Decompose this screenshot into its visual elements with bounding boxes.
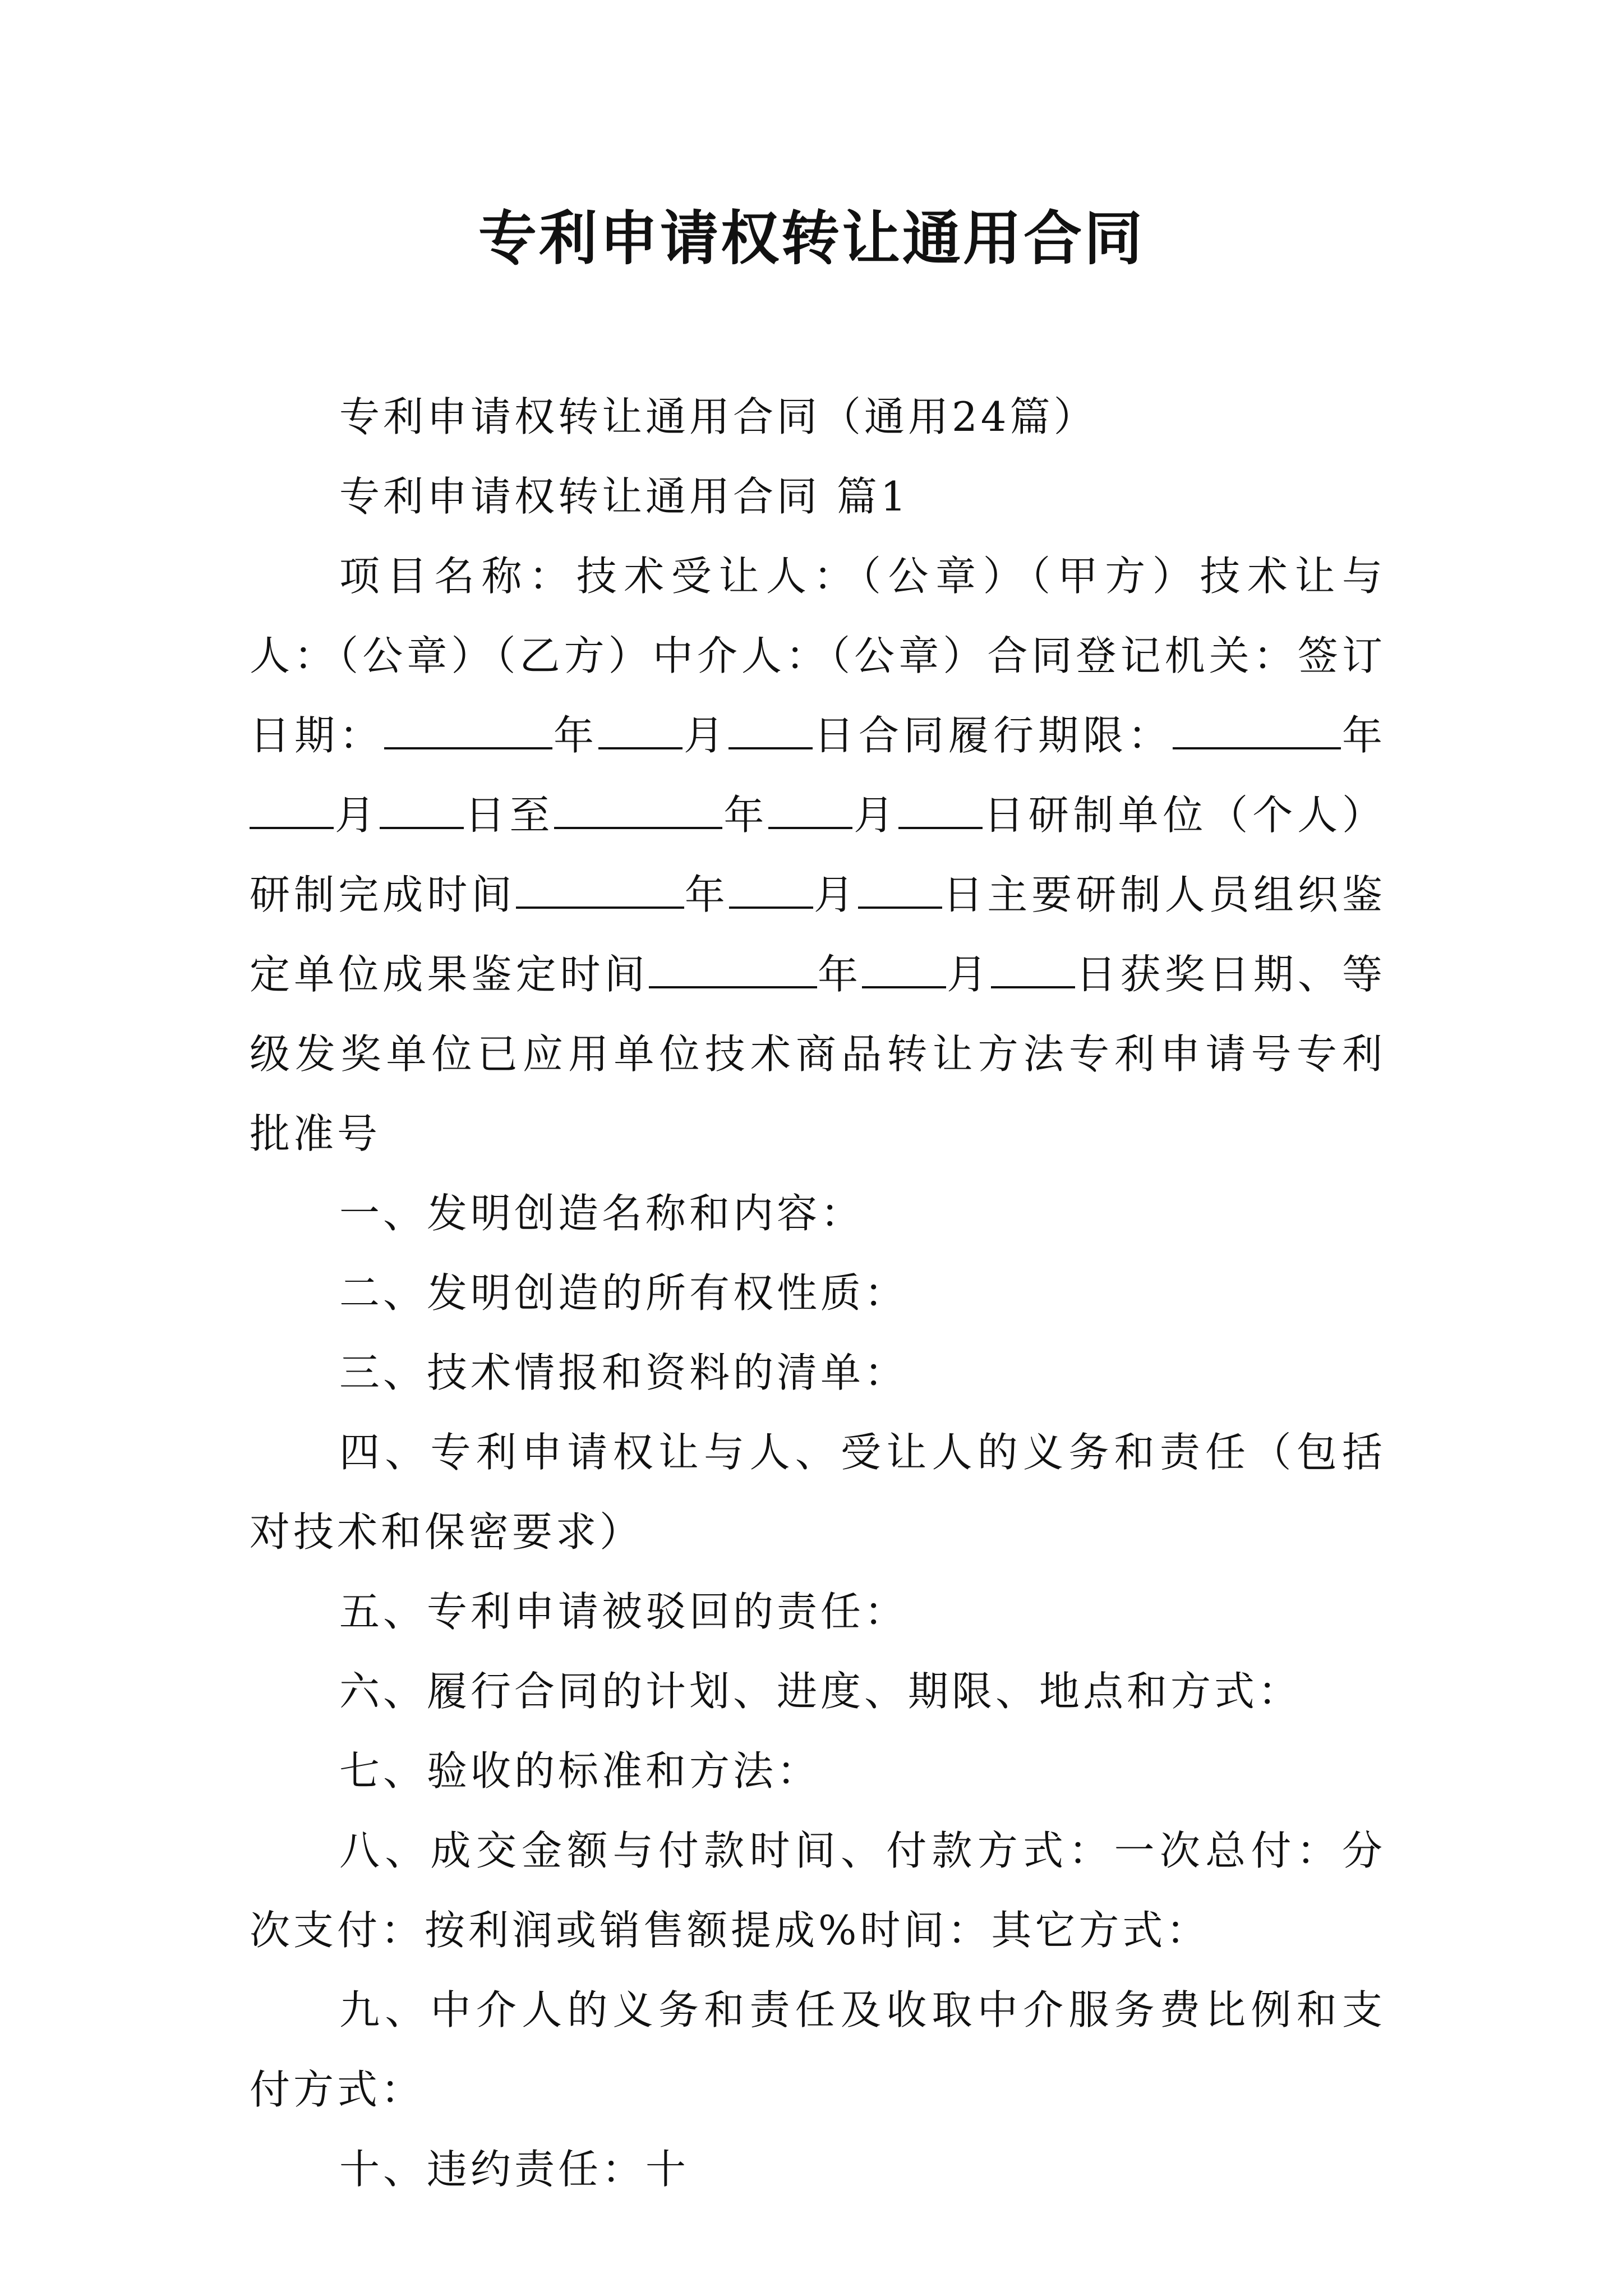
blank-label-personnel: 日主要研制人员组织鉴定单位成果鉴定时间: [250, 871, 1386, 998]
blank-line: [598, 714, 683, 749]
paragraph-project-info: [250, 536, 1386, 1174]
blank-line: [649, 953, 817, 988]
blank-line: [380, 793, 464, 829]
blank-label-award: 日获奖日期、等级发奖单位已应用单位技术商品转让方法专利申请号专利批准号: [250, 951, 1386, 1157]
blank-label-month: 月: [683, 712, 728, 759]
paragraph-subtitle: 专利申请权转让通用合同（通用24篇）: [339, 393, 1098, 440]
blank-label-month: 月: [852, 792, 898, 839]
blank-label-day-to: 日至: [463, 792, 555, 839]
paragraph-clause-3: 三、技术情报和资料的清单：: [339, 1349, 909, 1396]
project-info-text: 项目名称：技术受让人：（公章）（甲方）技术让与人：（公章）（乙方）中介人：（公章）合同登记机关：签订日期：: [250, 553, 1386, 759]
paragraph-clause-2: 二、发明创造的所有权性质：: [339, 1269, 909, 1317]
blank-line: [991, 953, 1075, 988]
blank-line: [728, 714, 813, 749]
blank-label-unit: 日研制单位（个人）研制完成时间: [250, 792, 1386, 918]
blank-line: [384, 714, 552, 749]
blank-line: [768, 793, 852, 829]
blank-line: [1173, 714, 1341, 749]
blank-label-month: 月: [813, 871, 858, 918]
paragraph-clause-8: 八、成交金额与付款时间、付款方式：一次总付：分次支付：按利润或销售额提成%时间：其它方式：: [250, 1827, 1386, 1954]
blank-line: [858, 873, 942, 909]
document-body: [250, 377, 1386, 2209]
paragraph-clause-6: 六、履行合同的计划、进度、期限、地点和方式：: [339, 1668, 1302, 1715]
blank-label-contract-period: 日合同履行期限：: [813, 712, 1173, 759]
blank-line: [554, 793, 722, 829]
blank-label-year: 年: [722, 792, 769, 839]
document-title: 专利申请权转让通用合同: [478, 204, 1145, 273]
paragraph-clause-10: 十、违约责任：十: [339, 2146, 690, 2193]
paragraph-clause-1: 一、发明创造名称和内容：: [339, 1190, 865, 1237]
blank-label-month: 月: [946, 951, 992, 998]
paragraph-section-heading: 专利申请权转让通用合同 篇1: [339, 473, 910, 520]
blank-line: [862, 953, 946, 988]
blank-label-year: 年: [817, 951, 863, 998]
blank-label-year: 年: [1340, 712, 1386, 759]
paragraph-clause-7: 七、验收的标准和方法：: [339, 1747, 821, 1795]
blank-line: [729, 873, 813, 909]
blank-line: [250, 793, 334, 829]
blank-line: [516, 873, 684, 909]
paragraph-clause-5: 五、专利申请被驳回的责任：: [339, 1588, 909, 1635]
blank-label-year: 年: [684, 871, 729, 918]
blank-label-month: 月: [334, 792, 380, 839]
blank-label-year: 年: [552, 712, 598, 759]
paragraph-clause-4: 四、专利申请权让与人、受让人的义务和责任（包括对技术和保密要求）: [250, 1429, 1386, 1556]
blank-line: [898, 793, 983, 829]
paragraph-clause-9: 九、中介人的义务和责任及收取中介服务费比例和支付方式：: [250, 1986, 1386, 2113]
